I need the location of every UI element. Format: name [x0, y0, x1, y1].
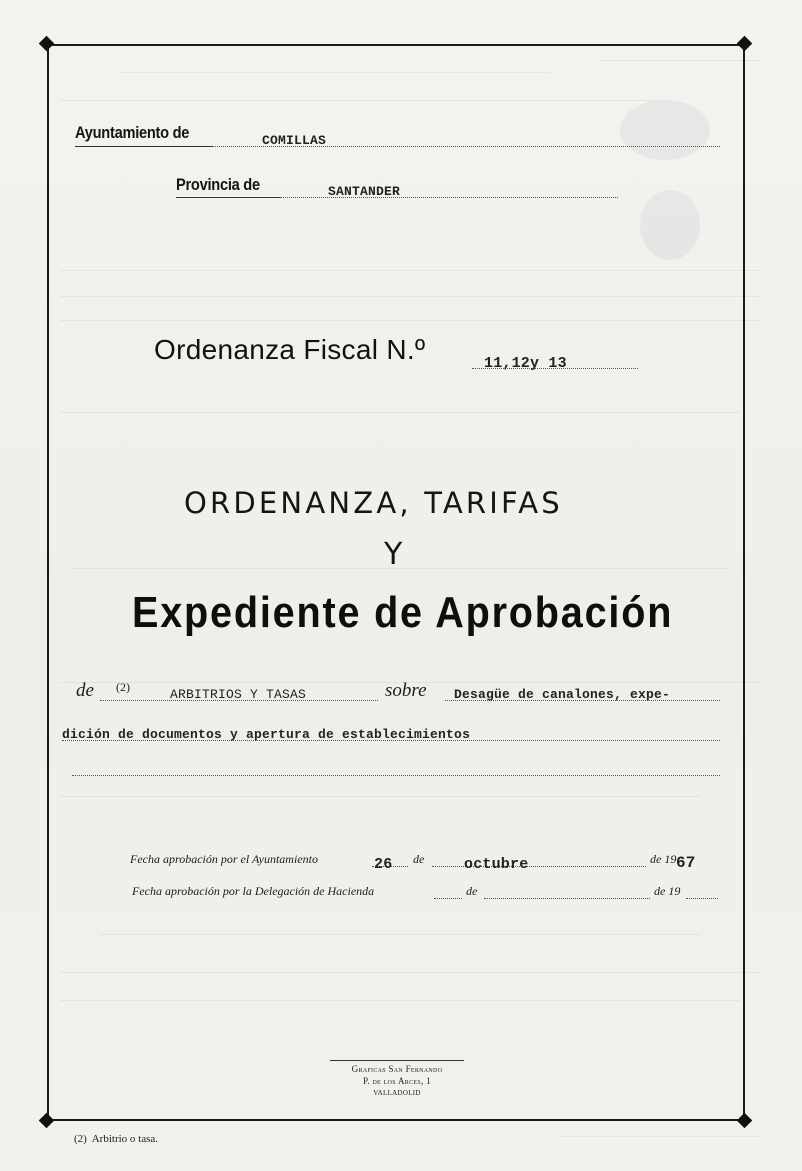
ordenanza-fiscal-label: Ordenanza Fiscal N.º [154, 334, 426, 365]
provincia-underline-left [176, 197, 280, 198]
footnote-ref: (2) [116, 680, 130, 694]
approval-hacienda-month-line [484, 898, 650, 899]
printer-address: P. de los Arces, 1 [363, 1076, 431, 1086]
approval-ayuntamiento-label: Fecha aprobación por el Ayuntamiento [130, 852, 318, 866]
ordenanza-number-value: 11,12y 13 [484, 355, 567, 372]
approval-de-1: de [413, 852, 425, 866]
approval-day-value: 26 [374, 856, 393, 873]
approval-year-value: 67 [676, 854, 696, 872]
title-ordenanza-tarifas: ORDENANZA, TARIFAS [184, 486, 563, 520]
ayuntamiento-label: Ayuntamiento de [75, 123, 190, 142]
provincia-label: Provincia de [176, 175, 260, 194]
tipo-value: ARBITRIOS Y TASAS [170, 687, 307, 702]
printer-name: Graficas San Fernando [351, 1064, 443, 1074]
ayuntamiento-underline-left [75, 146, 212, 147]
ayuntamiento-value: COMILLAS [262, 133, 327, 148]
printer-city: VALLADOLID [373, 1089, 421, 1097]
approval-hacienda-de-1: de [466, 884, 478, 898]
approval-month-value: octubre [464, 856, 529, 873]
de-label: de [76, 680, 94, 701]
sobre-value-line1: Desagüe de canalones, expe- [454, 687, 671, 702]
printer-imprint [330, 1063, 464, 1099]
sobre-label: sobre [385, 680, 427, 701]
title-y: Y [384, 537, 403, 572]
footnote: (2) Arbitrio o tasa. [74, 1133, 159, 1145]
approval-hacienda-day-line [434, 898, 462, 899]
provincia-value: SANTANDER [328, 184, 401, 199]
title-expediente: Expediente de Aprobación [132, 588, 674, 637]
blank-field-line [72, 775, 720, 776]
approval-hacienda-label: Fecha aprobación por la Delegación de Hacienda [132, 884, 375, 898]
sobre-value-line2: dición de documentos y apertura de establecimientos [62, 727, 471, 742]
approval-hacienda-year-line [686, 898, 718, 899]
approval-de-2: de 19 [650, 852, 677, 866]
printer-rule [330, 1060, 464, 1061]
approval-hacienda-de-2: de 19 [654, 884, 681, 898]
page-border [47, 44, 745, 1121]
